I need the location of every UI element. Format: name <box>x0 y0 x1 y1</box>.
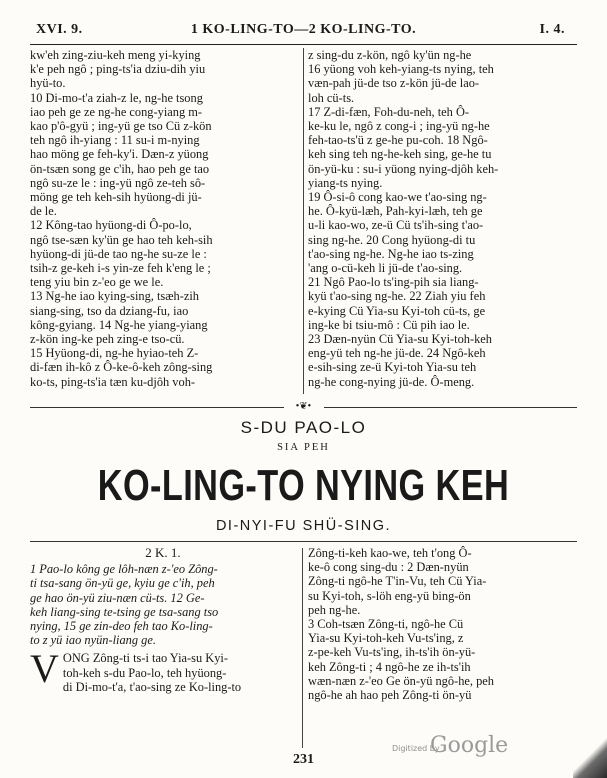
text-line: kyü t'ao-sing ng-he. 22 Ziah yiu feh <box>308 289 486 304</box>
column-left-bottom <box>30 546 296 754</box>
column-divider-bottom <box>302 548 303 748</box>
title-rule <box>30 541 577 542</box>
text-line: iao peh ge ze ng-he cong-yiang m- <box>30 104 203 119</box>
text-line: yiang-ts nying. <box>308 175 383 190</box>
text-line: ngô-he ah hao peh Zông-ti ön-yü <box>308 688 472 703</box>
google-watermark: Google <box>430 733 509 758</box>
text-line: feh-tao-ts'ü z ge-he pu-coh. 18 Ngô- <box>308 133 488 148</box>
text-line: Zông-ti ngô-he T'in-Vu, teh Cü Yia- <box>308 574 487 589</box>
text-line: væn-pah jü-de tso z-kön jü-de lao- <box>308 76 480 91</box>
header-right: I. 4. <box>539 22 565 37</box>
text-line: keh liang-sing te-tsing ge tsa-sang tso <box>30 604 219 619</box>
text-line: z-kön ing-ke peh zing-e tso-cü. <box>30 332 185 347</box>
text-line: 3 Coh-tsæn Zông-ti, ngô-he Cü <box>308 617 464 632</box>
text-line: su Kyi-toh, s-löh eng-yü bing-ön <box>308 588 471 603</box>
text-line: ko-ts, ping-ts'ia tæn ku-djôh voh- <box>30 374 196 389</box>
text-line: e-kying Cü Yia-su Kyi-toh cü-ts, ge <box>308 303 486 318</box>
text-line: peh ng-he. <box>308 602 361 617</box>
text-line: loh cü-ts. <box>308 90 355 105</box>
text-line: keh Zông-ti ; 4 ngô-he ze ih-ts'ih <box>308 659 471 674</box>
text-line: sing ng-he. 20 Cong hyüong-di tu <box>308 232 476 247</box>
text-line: he. Ô-kyü-læh, Pah-kyi-læh, teh ge <box>308 204 483 219</box>
text-line: siang-sing, tso da dziang-fu, iao <box>30 303 189 318</box>
column-divider <box>303 48 304 394</box>
text-line: teh ngô ih-yiang : 11 su-i m-nying <box>30 133 200 148</box>
text-line: hao möng ge feh-ky'i. Dæn-z yüong <box>30 147 209 162</box>
title-author: S-DU PAO-LO <box>240 418 367 437</box>
text-line: 'ang o-cü-keh li jü-de t'ao-sing. <box>308 261 463 276</box>
page-number: 231 <box>293 752 314 767</box>
text-line: 10 Di-mo-t'a ziah-z le, ng-he tsong <box>30 90 203 105</box>
text-line: ke-ô cong sing-du : 2 Dæn-nyün <box>308 560 469 575</box>
text-line: di-fæn ih-kô z Ô-ke-ô-keh zông-sing <box>30 360 213 375</box>
text-line: 15 Hyüong-di, ng-he hyiao-teh Z- <box>30 346 199 361</box>
text-line: 23 Dæn-nyün Cü Yia-su Kyi-toh-keh <box>308 332 493 347</box>
text-line: 16 yüong voh keh-yiang-ts nying, teh <box>308 62 494 77</box>
text-line: 13 Ng-he iao kying-sing, tsæh-zih <box>30 289 199 304</box>
text-line: ONG Zông-ti ts-i tao Yia-su Kyi- <box>62 651 228 666</box>
text-line: eng-yü teh ng-he jü-de. 24 Ngô-keh <box>308 346 486 361</box>
chapter-summary <box>30 562 296 647</box>
text-line: 19 Ô-si-ô cong kao-we t'ao-sing ng- <box>308 190 487 205</box>
text-line: toh-keh s-du Pao-lo, teh hyüong- <box>62 665 227 680</box>
text-line: hyüong-di jü-de tao ng-he su-ze le : <box>30 246 207 261</box>
text-line: keh sing teh ng-he-keh sing, ge-he tu <box>308 147 492 162</box>
text-line: hyü-to. <box>30 76 66 91</box>
text-line: ng-he cong-nying jü-de. Ô-meng. <box>308 374 475 389</box>
text-line: de le. <box>30 204 57 219</box>
title-main: KO-LING-TO NYING KEH <box>97 461 510 510</box>
text-line: ön-tsæn song ge c'ih, hao peh ge tao <box>30 161 210 176</box>
chapter-heading: 2 K. 1. <box>145 546 181 560</box>
header-center: 1 KO-LING-TO—2 KO-LING-TO. <box>190 22 417 37</box>
text-line: nying, 15 ge zin-deo feh tao Ko-ling- <box>30 619 213 634</box>
text-line: ke-ku le, ngô z cong-i ; ing-yü ng-he <box>308 119 490 134</box>
text-line: kw'eh zing-ziu-keh meng yi-kying <box>30 48 201 62</box>
page-corner-shadow <box>573 738 607 778</box>
text-line: teng yiu bin z-'eo ge we le. <box>30 275 164 290</box>
column-right-top <box>308 48 580 396</box>
text-line: möng ge teh keh-sih hyüong-di jü- <box>30 190 202 205</box>
text-line: ing-ke bi tsiu-mô : Cü pih iao le. <box>308 317 470 332</box>
text-line: to z yü iao nyün-liang ge. <box>30 633 156 648</box>
text-line: t'ao-sing ng-he. Ng-he iao ts-zing <box>308 246 474 261</box>
text-line: z-pe-keh Vu-ts'ing, ih-ts'ih ön-yü- <box>308 645 476 660</box>
text-line: u-li kao-wo, ze-ü Cü ts'ih-sing t'ao- <box>308 218 484 233</box>
column-left-top <box>30 48 300 396</box>
text-line: e-sih-sing ze-ü Kyi-toh Yia-su teh <box>308 360 477 375</box>
text-line: 21 Ngô Pao-lo ts'ing-pih sia liang- <box>308 275 479 290</box>
text-line: Zông-ti-keh kao-we, teh t'ong Ô- <box>308 546 472 560</box>
chapter-body <box>30 646 296 694</box>
text-line: ge hao ön-yü ziu-næn cü-ts. 12 Ge- <box>30 590 205 605</box>
text-line: wæn-næn z-'eo Ge ön-yü ngô-he, peh <box>308 673 494 688</box>
column-right-bottom <box>308 546 580 754</box>
digitized-by-label: Digitized by <box>392 744 440 753</box>
title-subtitle: DI-NYI-FU SHÜ-SING. <box>215 518 392 534</box>
text-line: ngô su-ze le : ing-yü ngô ze-teh sô- <box>30 175 206 190</box>
header-left: XVI. 9. <box>36 22 83 37</box>
drop-cap: V <box>30 646 59 692</box>
text-line: kông-gyiang. 14 Ng-he yiang-yiang <box>30 317 208 332</box>
text-line: ön-yü-ku : su-i yüong nying-djôh keh- <box>308 161 499 176</box>
text-line: 1 Pao-lo kông ge lôh-næn z-'eo Zông- <box>30 562 218 577</box>
text-line: tsih-z ge-keh i-s yin-ze feh k'eng le ; <box>30 261 211 276</box>
ornament-rule: •❦• <box>30 402 577 412</box>
text-line: 12 Kông-tao hyüong-di Ô-po-lo, <box>30 218 192 233</box>
text-line: ngô tse-sæn ky'ün ge hao teh keh-sih <box>30 232 213 247</box>
text-line: ti tsa-sang ön-yü ge, kyiu ge c'ih, peh <box>30 576 215 591</box>
text-line: di Di-mo-t'a, t'ao-sing ze Ko-ling-to <box>62 679 242 694</box>
text-line: z sing-du z-kön, ngô ky'ün ng-he <box>308 48 472 62</box>
text-line: Yia-su Kyi-toh-keh Vu-ts'ing, z <box>308 631 464 646</box>
text-line: kao p'ô-gyü ; ing-yü ge tso Cü z-kön <box>30 119 212 134</box>
running-header <box>30 22 577 45</box>
title-sia-peh: SIA PEH <box>277 442 330 453</box>
text-line: k'e peh ngô ; ping-ts'ia dziu-dih yiu <box>30 62 206 77</box>
text-line: 17 Z-di-fæn, Foh-du-neh, teh Ô- <box>308 104 470 119</box>
